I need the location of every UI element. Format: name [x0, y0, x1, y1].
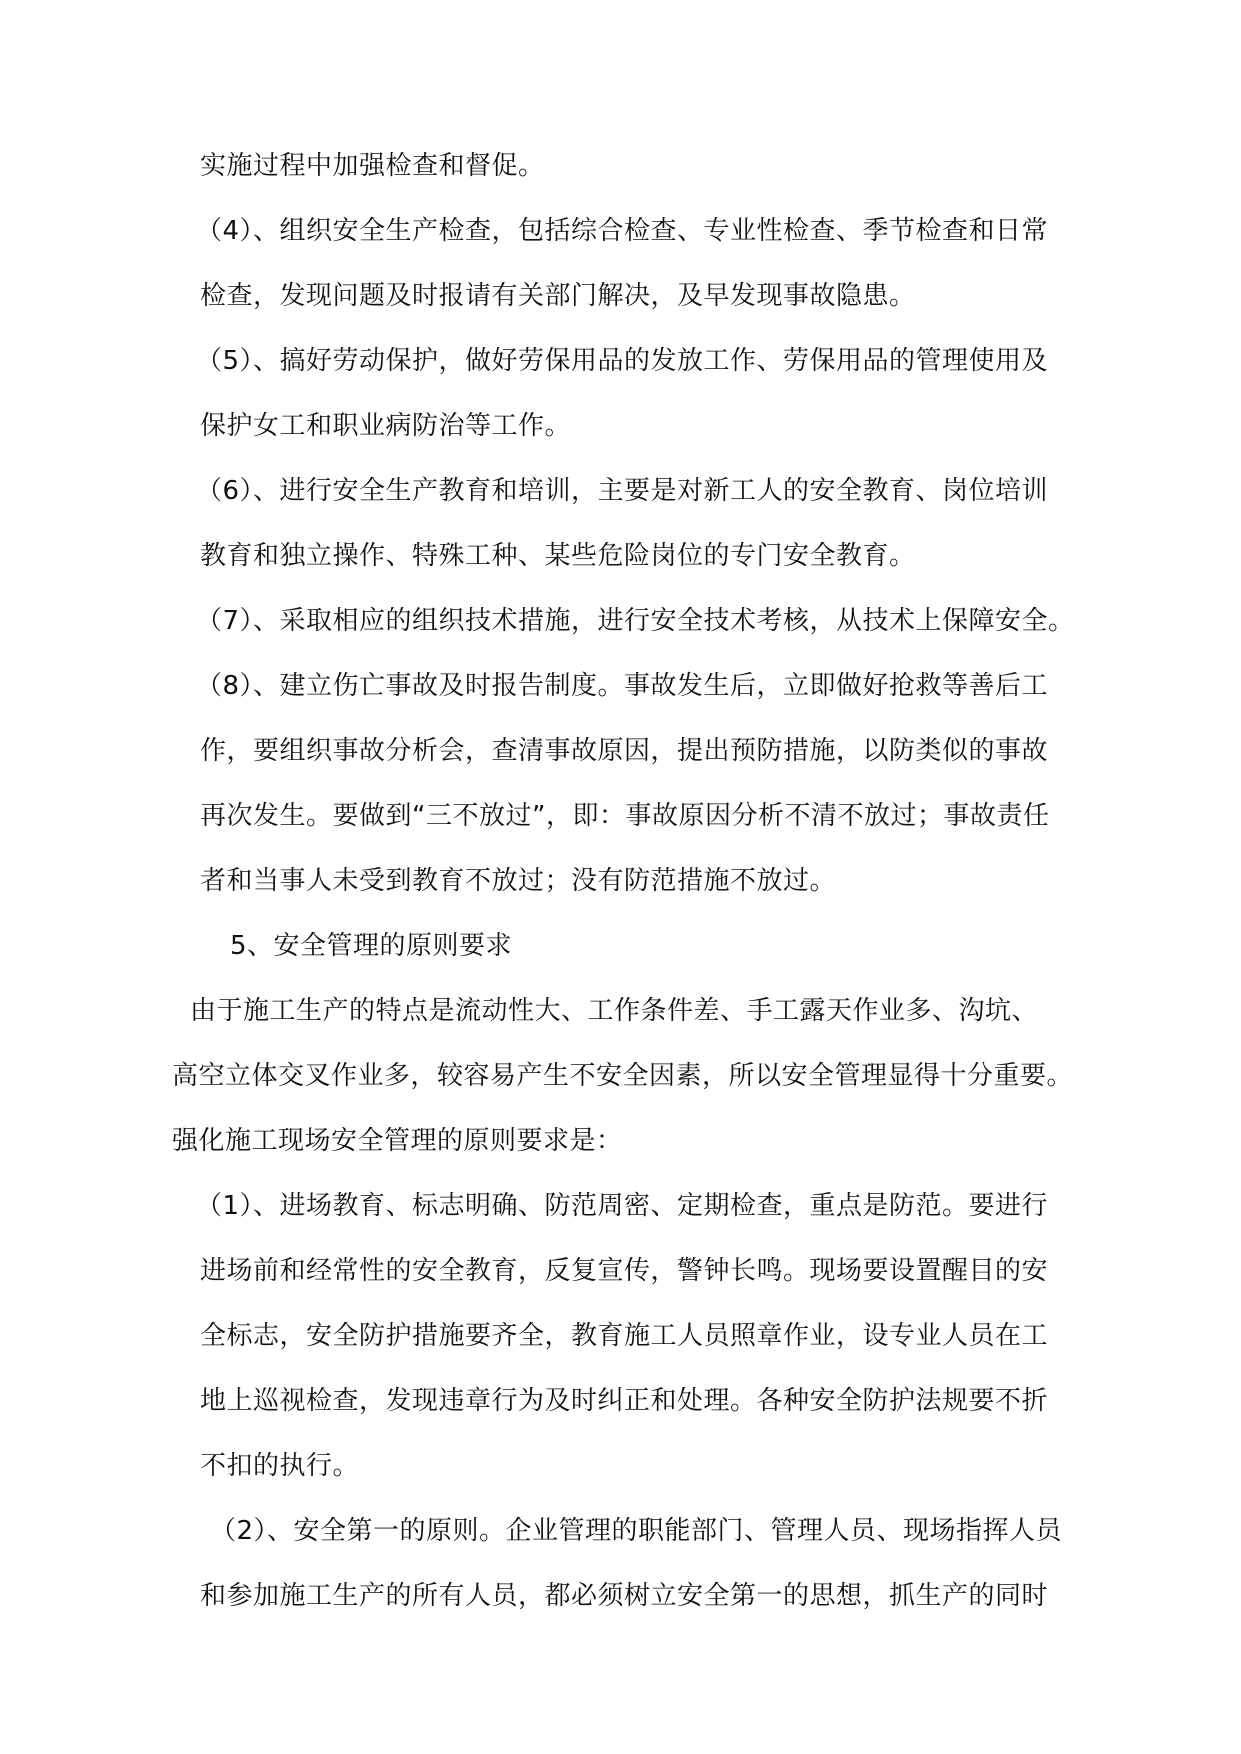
text-line: （4）、组织安全生产检查，包括综合检查、专业性检查、季节检查和日常 [196, 216, 1049, 246]
text-line: 地上巡视检查，发现违章行为及时纠正和处理。各种安全防护法规要不折 [200, 1386, 1049, 1416]
text-line: 强化施工现场安全管理的原则要求是： [172, 1126, 623, 1156]
text-line: 全标志，安全防护措施要齐全，教育施工人员照章作业，设专业人员在工 [200, 1321, 1049, 1351]
text-line: 作，要组织事故分析会，查清事故原因，提出预防措施，以防类似的事故 [200, 736, 1049, 766]
text-line: 教育和独立操作、特殊工种、某些危险岗位的专门安全教育。 [200, 541, 916, 571]
section-heading: 5、安全管理的原则要求 [230, 931, 513, 961]
text-line: （1）、进场教育、标志明确、防范周密、定期检查，重点是防范。要进行 [196, 1191, 1049, 1221]
text-line: （5）、搞好劳动保护，做好劳保用品的发放工作、劳保用品的管理使用及 [196, 346, 1049, 376]
text-line: 和参加施工生产的所有人员，都必须树立安全第一的思想，抓生产的同时 [200, 1581, 1049, 1611]
text-line: 再次发生。要做到“三不放过”，即：事故原因分析不清不放过；事故责任 [200, 801, 1050, 831]
text-line: （2）、安全第一的原则。企业管理的职能部门、管理人员、现场指挥人员 [210, 1516, 1063, 1546]
text-line: 者和当事人未受到教育不放过；没有防范措施不放过。 [200, 866, 837, 896]
text-line: （6）、进行安全生产教育和培训，主要是对新工人的安全教育、岗位培训 [196, 476, 1049, 506]
text-line: 由于施工生产的特点是流动性大、工作条件差、手工露天作业多、沟坑、 [190, 996, 1039, 1026]
text-line: 进场前和经常性的安全教育，反复宣传，警钟长鸣。现场要设置醒目的安 [200, 1256, 1049, 1286]
text-line: 不扣的执行。 [200, 1451, 360, 1481]
text-line: 保护女工和职业病防治等工作。 [200, 411, 572, 441]
text-line: 检查，发现问题及时报请有关部门解决，及早发现事故隐患。 [200, 281, 916, 311]
text-line: 实施过程中加强检查和督促。 [200, 151, 545, 181]
text-line: 高空立体交叉作业多，较容易产生不安全因素，所以安全管理显得十分重要。 [172, 1061, 1074, 1091]
text-line: （8）、建立伤亡事故及时报告制度。事故发生后，立即做好抢救等善后工 [196, 671, 1049, 701]
text-line: （7）、采取相应的组织技术措施，进行安全技术考核，从技术上保障安全。 [196, 606, 1075, 636]
